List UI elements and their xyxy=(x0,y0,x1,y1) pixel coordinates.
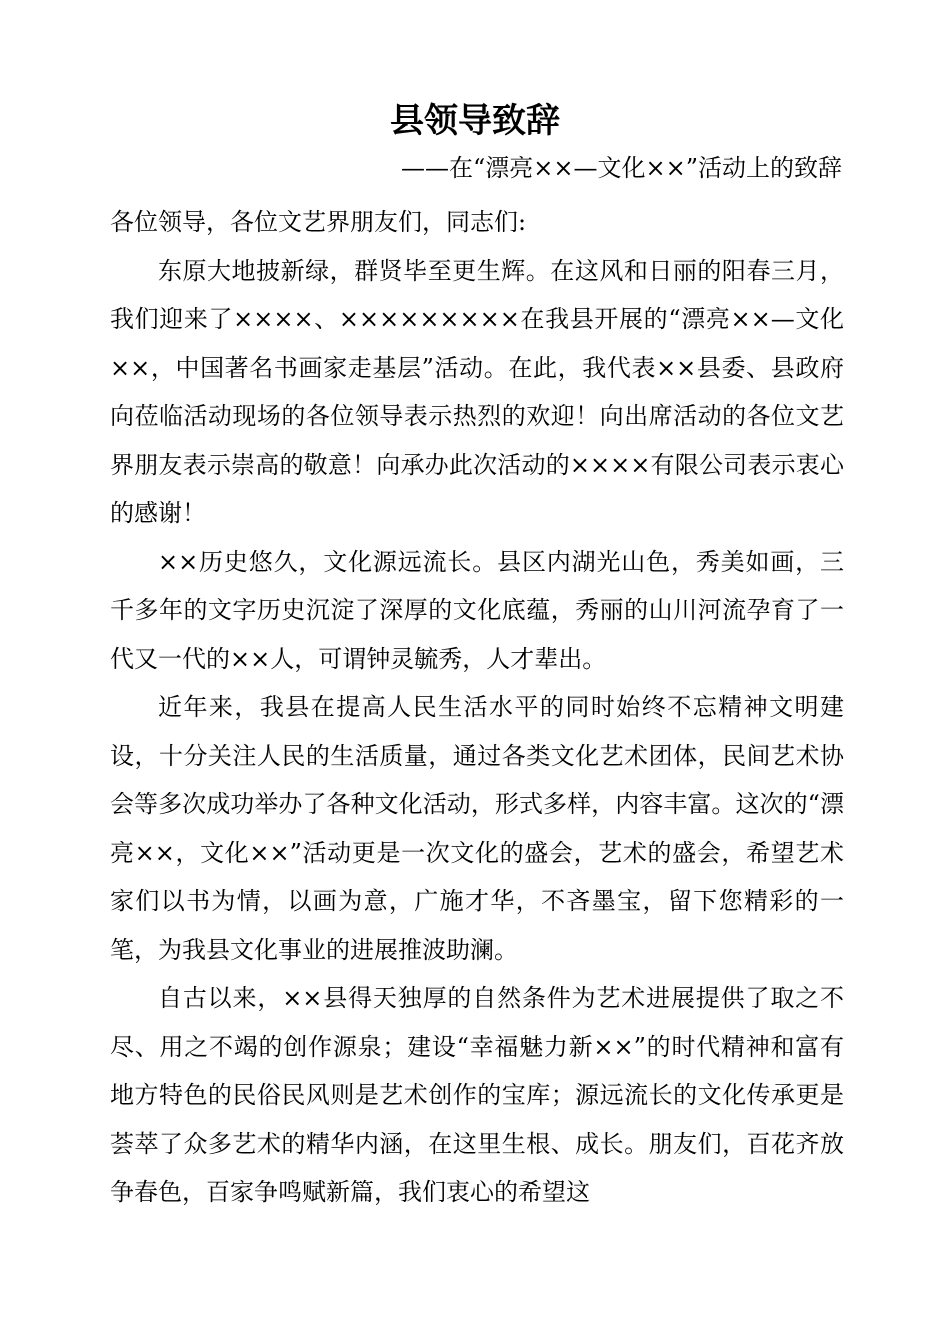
paragraph-3: 近年来，我县在提高人民生活水平的同时始终不忘精神文明建设，十分关注人民的生活质量，通过各类文化艺术团体，民间艺术协会等多次成功举办了各种文化活动，形式多样，内容丰富。这次的“漂亮××，文化××”活动更是一次文化的盛会，艺术的盛会，希望艺术家们以书为情，以画为意，广施才华，不吝墨宝，留下您精彩的一笔，为我县文化事业的进展推波助澜。 xyxy=(110,693,844,964)
paragraph-4: 自古以来，××县得天独厚的自然条件为艺术进展提供了取之不尽、用之不竭的创作源泉；建设“幸福魅力新××”的时代精神和富有地方特色的民俗民风则是艺术创作的宝库；源远流长的文化传承更是荟萃了众多艺术的精华内涵，在这里生根、成长。朋友们，百花齐放争春色，百家争鸣赋新篇，我们衷心的希望这 xyxy=(110,984,844,1206)
paragraph-2: ××历史悠久，文化源远流长。县区内湖光山色，秀美如画，三千多年的文字历史沉淀了深厚的文化底蕴，秀丽的山川河流孕育了一代又一代的××人，可谓钟灵毓秀，人才辈出。 xyxy=(110,547,844,673)
paragraph-1: 东原大地披新绿，群贤毕至更生辉。在这风和日丽的阳春三月，我们迎来了××××、×××××××××在我县开展的“漂亮××—文化××，中国著名书画家走基层”活动。在此，我代表××县委、县政府向莅临活动现场的各位领导表示热烈的欢迎！向出席活动的各位文艺界朋友表示崇高的敬意！向承办此次活动的××××有限公司表示衷心的感谢！ xyxy=(110,256,844,527)
salutation: 各位领导，各位文艺界朋友们，同志们: xyxy=(110,208,527,236)
document-body xyxy=(110,198,844,1217)
document-subtitle: ——在“漂亮××—文化××”活动上的致辞 xyxy=(401,154,842,182)
document-title: 县领导致辞 xyxy=(390,101,560,141)
